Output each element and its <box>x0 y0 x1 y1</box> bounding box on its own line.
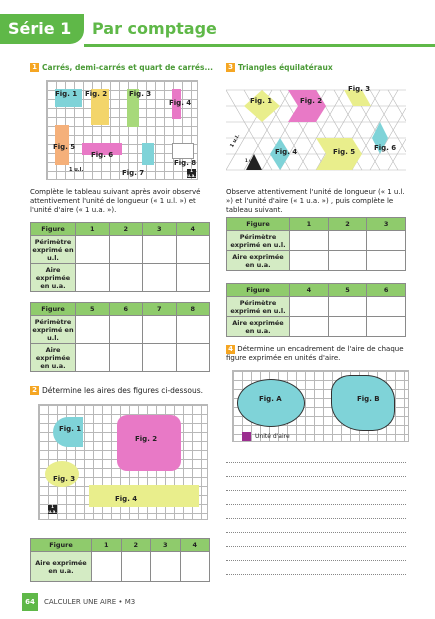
ex1-unit-area-square <box>187 169 196 178</box>
answer-line[interactable] <box>226 532 406 533</box>
ex3-number: 3 <box>226 63 235 72</box>
answer-line[interactable] <box>226 518 406 519</box>
ex1-fig7-label: Fig. 7 <box>122 169 145 177</box>
answer-line[interactable] <box>226 476 406 477</box>
ex3-instruction: Observe attentivement l'unité de longueur (« 1 u.l. ») et l'unité d'aire (« 1 u.a. ») , puis complète le tableau suivant. <box>226 188 405 214</box>
ex1-t2-cell[interactable] <box>143 316 177 344</box>
ex3-t1-h0: Figure <box>227 218 290 231</box>
ex1-fig7-shape <box>142 143 154 165</box>
ex3-t2-cell[interactable] <box>367 317 406 337</box>
ex4-instruction: Détermine un encadrement de l'aire de chaque figure exprimée en unités d'aire. <box>226 345 404 362</box>
ex3-t2-r1: Périmètre exprimé en u.l. <box>227 297 290 317</box>
ex4-unit-label: Unité d'aire <box>255 433 290 440</box>
ex1-title: Carrés, demi-carrés et quart de carrés... <box>42 63 214 72</box>
ex1-fig5-label: Fig. 5 <box>53 143 76 151</box>
ex1-t1-cell[interactable] <box>109 264 143 292</box>
ex1-t2-r1: Périmètre exprimé en u.l. <box>32 317 74 342</box>
ex3-heading <box>226 63 333 72</box>
ex1-t1-cell[interactable] <box>176 236 210 264</box>
ex3-t1-h1: 1 <box>290 218 329 231</box>
ex1-t1-cell[interactable] <box>76 236 110 264</box>
ex2-fig4-label: Fig. 4 <box>115 495 138 503</box>
ex1-t2-h4: 8 <box>176 303 210 316</box>
ex1-grid <box>46 80 198 180</box>
ex1-t2-h0: Figure <box>31 303 76 316</box>
ex4-figA-label: Fig. A <box>259 395 282 403</box>
ex1-t2-cell[interactable] <box>109 344 143 372</box>
ex3-fig2-label: Fig. 2 <box>300 97 323 105</box>
ex4-unit-area-square <box>242 432 251 441</box>
ex1-t2-cell[interactable] <box>176 344 210 372</box>
ex2-grid <box>38 404 208 520</box>
page-title: Par comptage <box>92 19 217 38</box>
ex1-number: 1 <box>30 63 39 72</box>
ex1-fig6-label: Fig. 6 <box>91 151 114 159</box>
serie-tab: Série 1 <box>0 14 84 44</box>
ex2-t-h0: Figure <box>31 539 92 552</box>
ex1-t1-cell[interactable] <box>143 236 177 264</box>
ex3-table2 <box>226 283 406 337</box>
answer-line[interactable] <box>226 546 406 547</box>
ex1-t2-h2: 6 <box>109 303 143 316</box>
ex1-t1-cell[interactable] <box>143 264 177 292</box>
ex2-fig3-shape <box>45 461 79 487</box>
ex2-fig1-label: Fig. 1 <box>59 425 82 433</box>
ex2-heading <box>30 386 203 395</box>
ex2-t-r1: Aire exprimée en u.a. <box>31 552 92 582</box>
ex2-number: 2 <box>30 386 39 395</box>
ex4-figB-label: Fig. B <box>357 395 380 403</box>
ex1-t1-r2: Aire exprimée en u.a. <box>31 264 76 292</box>
ex3-t1-h3: 3 <box>367 218 406 231</box>
ex1-fig3-label: Fig. 3 <box>129 90 152 98</box>
ex4-heading <box>226 345 408 363</box>
ex3-t1-cell[interactable] <box>290 251 329 271</box>
ex3-t1-cell[interactable] <box>367 251 406 271</box>
ex2-t-h1: 1 <box>92 539 122 552</box>
answer-line[interactable] <box>226 490 406 491</box>
ex3-t1-cell[interactable] <box>367 231 406 251</box>
ex4-figB-shape <box>331 375 395 431</box>
ex3-fig4-label: Fig. 4 <box>275 148 298 156</box>
ex3-t2-cell[interactable] <box>367 297 406 317</box>
ex1-t2-h1: 5 <box>76 303 110 316</box>
ex1-t1-h1: 1 <box>76 223 110 236</box>
ex1-table2 <box>30 302 210 372</box>
answer-line[interactable] <box>226 560 406 561</box>
ex4-grid <box>232 370 409 442</box>
ex1-fig8-label: Fig. 8 <box>174 159 197 167</box>
ex3-t2-h0: Figure <box>227 284 290 297</box>
ex2-fig3-label: Fig. 3 <box>53 475 76 483</box>
ex1-unit-length: 1 u.l. <box>69 167 84 173</box>
answer-line[interactable] <box>226 462 406 463</box>
ex1-t2-cell[interactable] <box>76 344 110 372</box>
answer-line[interactable] <box>226 574 406 575</box>
ex1-t1-h4: 4 <box>176 223 210 236</box>
ex1-t1-cell[interactable] <box>176 264 210 292</box>
ex3-fig3-label: Fig. 3 <box>348 85 371 93</box>
ex1-unit-area-label: 1 u.a. <box>187 168 196 178</box>
ex3-title: Triangles équilatéraux <box>238 63 333 72</box>
ex1-fig4-label: Fig. 4 <box>169 99 192 107</box>
ex1-fig1-label: Fig. 1 <box>55 90 78 98</box>
ex3-unit-length: 1 u.l. <box>228 133 242 149</box>
ex3-t2-cell[interactable] <box>328 297 367 317</box>
ex2-t-cell[interactable] <box>92 552 122 582</box>
ex4-figA-shape <box>237 379 305 427</box>
ex1-instruction: Complète le tableau suivant après avoir observé attentivement l'unité de longueur (« 1 u.l. ») et l'unité d'aire (« 1 u.a. »). <box>30 188 201 214</box>
ex1-t2-h3: 7 <box>143 303 177 316</box>
ex1-t2-cell[interactable] <box>176 316 210 344</box>
ex2-title: Détermine les aires des figures ci-dessous. <box>42 386 203 395</box>
ex1-heading <box>30 63 213 72</box>
ex2-t-cell[interactable] <box>151 552 181 582</box>
ex3-t1-r1: Périmètre exprimé en u.l. <box>227 231 290 251</box>
ex2-t-h3: 3 <box>151 539 181 552</box>
ex3-t2-r2: Aire exprimée en u.a. <box>227 317 290 337</box>
ex3-t1-cell[interactable] <box>290 231 329 251</box>
ex3-t1-cell[interactable] <box>328 231 367 251</box>
ex3-t2-cell[interactable] <box>328 317 367 337</box>
ex3-t2-cell[interactable] <box>290 317 329 337</box>
ex2-fig2-label: Fig. 2 <box>135 435 158 443</box>
ex1-t1-cell[interactable] <box>109 236 143 264</box>
ex1-t1-cell[interactable] <box>76 264 110 292</box>
ex1-t1-h2: 2 <box>109 223 143 236</box>
ex3-t2-cell[interactable] <box>290 297 329 317</box>
ex1-t2-cell[interactable] <box>109 316 143 344</box>
ex1-t1-h3: 3 <box>143 223 177 236</box>
ex2-fig2-shape <box>117 415 181 471</box>
ex1-table1 <box>30 222 210 292</box>
ex3-fig6-label: Fig. 6 <box>374 144 397 152</box>
ex2-t-cell[interactable] <box>180 552 210 582</box>
ex1-t1-r1: Périmètre exprimé en u.l. <box>32 237 74 262</box>
ex4-number: 4 <box>226 345 235 354</box>
ex3-t1-r2: Aire exprimée en u.a. <box>227 251 290 271</box>
ex2-unit-area-square <box>48 505 57 514</box>
ex3-table1 <box>226 217 406 271</box>
ex2-unit-area-label: 1 u.a. <box>48 504 57 514</box>
ex1-t2-cell[interactable] <box>143 344 177 372</box>
header-rule <box>84 44 435 47</box>
page-number: 64 <box>22 593 38 611</box>
ex2-table <box>30 538 210 582</box>
ex3-unit-area-label: 1 u.a. <box>245 158 258 163</box>
ex2-t-cell[interactable] <box>121 552 151 582</box>
ex1-t1-h0: Figure <box>31 223 76 236</box>
answer-line[interactable] <box>226 504 406 505</box>
ex1-fig8-shape <box>172 143 194 159</box>
ex3-t1-cell[interactable] <box>328 251 367 271</box>
footer-text: CALCULER UNE AIRE • M3 <box>44 598 136 606</box>
ex2-t-h2: 2 <box>121 539 151 552</box>
ex3-t2-h3: 6 <box>367 284 406 297</box>
ex2-fig4-shape <box>89 485 199 507</box>
ex1-fig2-label: Fig. 2 <box>85 90 108 98</box>
ex3-t2-h1: 4 <box>290 284 329 297</box>
ex3-t2-h2: 5 <box>328 284 367 297</box>
ex1-t2-cell[interactable] <box>76 316 110 344</box>
ex3-fig5-label: Fig. 5 <box>333 148 356 156</box>
ex3-fig1-label: Fig. 1 <box>250 97 273 105</box>
ex3-t1-h2: 2 <box>328 218 367 231</box>
ex1-t2-r2: Aire exprimée en u.a. <box>31 344 76 372</box>
ex2-t-h4: 4 <box>180 539 210 552</box>
